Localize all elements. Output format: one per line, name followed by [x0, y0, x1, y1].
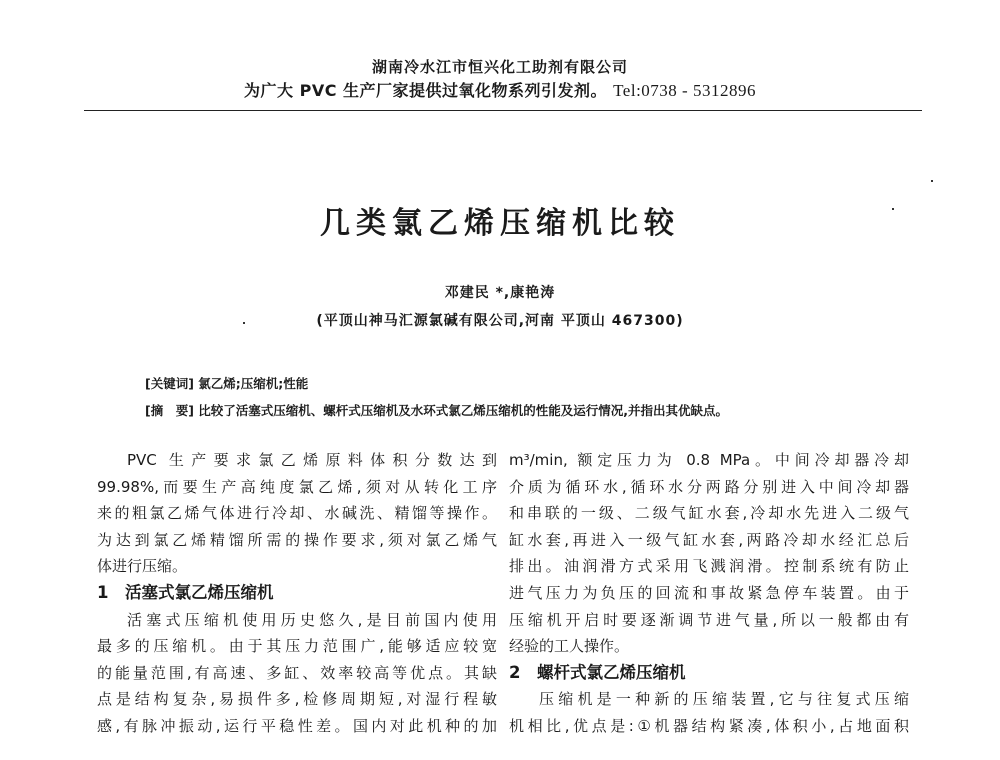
body-line: 压缩机是一种新的压缩装置,它与往复式压缩	[539, 690, 909, 709]
article-meta	[145, 370, 728, 424]
body-line: 介质为循环水,循环水分两路分别进入中间冷却器	[509, 477, 909, 496]
ad-slogan-line	[0, 78, 1000, 104]
section-number: 1	[97, 582, 109, 602]
abstract-text: 比较了活塞式压缩机、螺杆式压缩机及水环式氯乙烯压缩机的性能及运行情况,并指出其优缺点。	[198, 403, 729, 418]
publisher-ad-header	[0, 56, 1000, 104]
body-line: 和串联的一级、二级气缸水套,冷却水先进入二级气	[509, 504, 909, 523]
section-title: 活塞式氯乙烯压缩机	[125, 582, 274, 602]
keywords-row	[145, 370, 728, 397]
body-line: 点是结构复杂,易损件多,检修周期短,对湿行程敏	[97, 690, 497, 709]
section-heading-2	[509, 660, 909, 687]
body-line: 为达到氯乙烯精馏所需的操作要求,须对氯乙烯气	[97, 530, 497, 549]
body-line: m³/min, 额定压力为 0.8 MPa。中间冷却器冷却	[509, 451, 909, 469]
article-title: 几类氯乙烯压缩机比较	[320, 206, 680, 241]
body-line: 进气压力为负压的回流和事故紧急停车装置。由于	[509, 583, 909, 602]
body-line: 压缩机开启时要逐渐调节进气量,所以一般都由有	[509, 610, 909, 629]
body-line: 机相比,优点是:①机器结构紧凑,体积小,占地面积	[509, 716, 909, 735]
left-column	[97, 447, 497, 740]
body-line: 活塞式压缩机使用历史悠久,是目前国内使用	[127, 610, 497, 629]
keywords-label: [关键词]	[145, 376, 194, 391]
abstract-row	[145, 397, 728, 424]
body-line: 99.98%,而要生产高纯度氯乙烯,须对从转化工序	[97, 477, 497, 496]
body-line: 的能量范围,有高速、多缸、效率较高等优点。其缺	[97, 663, 497, 682]
ad-telephone: Tel:0738 - 5312896	[613, 81, 756, 100]
body-line: 来的粗氯乙烯气体进行冷却、水碱洗、精馏等操作。	[97, 504, 497, 523]
article-authors: 邓建民 *,康艳涛	[444, 285, 556, 301]
scan-artifact-dot	[931, 180, 933, 182]
company-name: 湖南冷水江市恒兴化工助剂有限公司	[371, 58, 628, 76]
section-number: 2	[509, 662, 521, 682]
body-line: 缸水套,再进入一级气缸水套,两路冷却水经汇总后	[509, 530, 909, 549]
body-line: 排出。油润滑方式采用飞溅润滑。控制系统有防止	[509, 557, 909, 576]
section-title: 螺杆式氯乙烯压缩机	[537, 662, 686, 682]
section-heading-1	[97, 580, 497, 607]
body-line: 最多的压缩机。由于其压力范围广,能够适应较宽	[97, 637, 497, 656]
body-line: 体进行压缩。	[97, 557, 188, 576]
body-line: 经验的工人操作。	[509, 637, 630, 656]
header-divider	[84, 110, 922, 111]
ad-slogan: 为广大 PVC 生产厂家提供过氧化物系列引发剂。	[244, 81, 608, 100]
abstract-label: [摘 要]	[145, 403, 194, 418]
article-affiliation: (平顶山神马汇源氯碱有限公司,河南 平顶山 467300)	[316, 313, 684, 329]
body-line: PVC 生产要求氯乙烯原料体积分数达到	[127, 451, 497, 469]
right-column	[509, 447, 909, 740]
body-line: 感,有脉冲振动,运行平稳性差。国内对此机种的加	[97, 716, 497, 735]
keywords-text: 氯乙烯;压缩机;性能	[198, 376, 309, 391]
